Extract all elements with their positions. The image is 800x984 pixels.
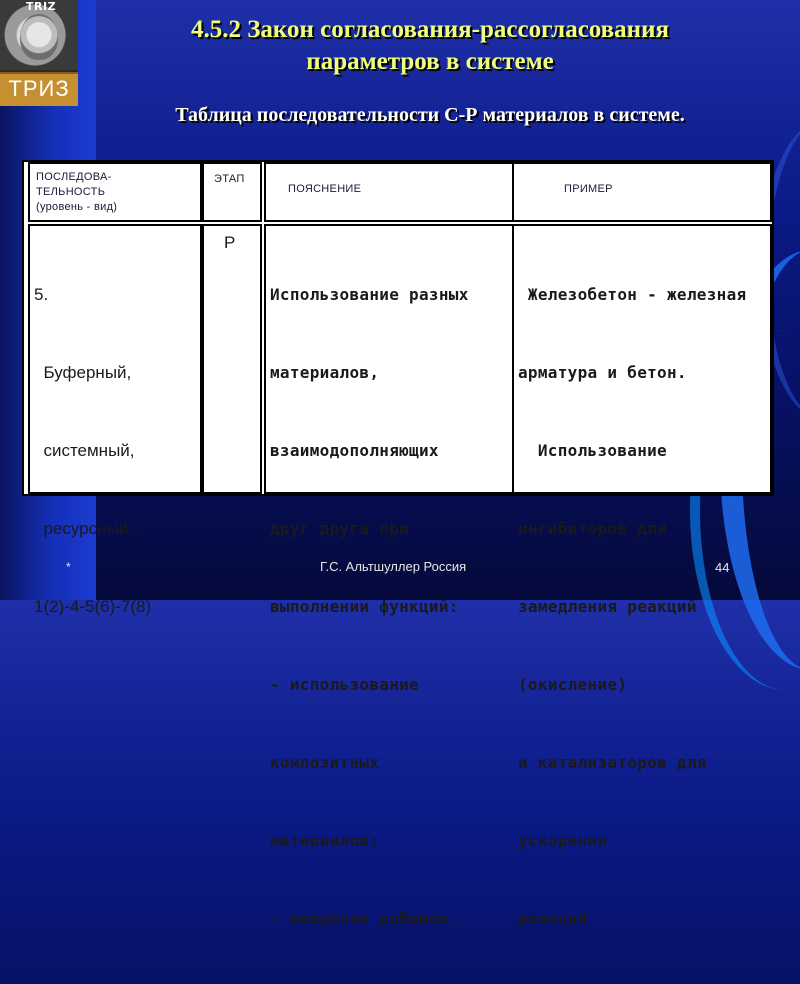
- header-explanation: [264, 162, 514, 222]
- example-line: арматура и бетон.: [518, 363, 687, 382]
- logo-portrait: [0, 0, 78, 70]
- header-example: [512, 162, 772, 222]
- row-sequence-cell: [28, 224, 202, 616]
- example-line: Железобетон - железная: [518, 285, 747, 304]
- footer-author: Г.С. Альтшуллер Россия: [320, 559, 467, 574]
- example-line: и катализаторов для: [518, 753, 707, 772]
- logo-small-label: TRIZ: [26, 0, 57, 13]
- explanation-line: - введение добавок.: [270, 909, 459, 928]
- example-line: ускорения: [518, 831, 608, 850]
- stage-value: Р: [224, 233, 236, 252]
- header-sequence-line-2: ТЕЛЬНОСТЬ: [36, 186, 106, 198]
- sequence-line: 1(2)-4-5(6)-7(8): [34, 597, 152, 616]
- row-stage-cell: [202, 224, 262, 494]
- slide-subtitle: Таблица последовательности С-Р материалов в системе.: [175, 104, 685, 126]
- explanation-line: Использование разных: [270, 285, 469, 304]
- portrait-icon: [20, 14, 58, 60]
- logo-big-label: ТРИЗ: [0, 72, 78, 106]
- explanation-line: - использование: [270, 675, 419, 694]
- explanation-line: материалов,: [270, 363, 380, 382]
- title-line-1: 4.5.2 Закон согласования-рассогласования: [190, 16, 670, 43]
- header-example-label: ПРИМЕР: [564, 183, 613, 195]
- title-line-2: параметров в системе: [306, 48, 554, 75]
- explanation-line: взаимодополняющих: [270, 441, 439, 460]
- header-sequence: [28, 162, 202, 222]
- slide-title: [100, 14, 760, 78]
- explanation-line: друг друга при: [270, 519, 410, 538]
- header-sequence-line-1: ПОСЛЕДОВА-: [36, 171, 112, 183]
- page-number: 44: [715, 560, 730, 575]
- example-line: ингибиторов для: [518, 519, 667, 538]
- sequence-line: Буферный,: [34, 363, 132, 382]
- explanation-line: выполнении функций:: [270, 597, 459, 616]
- header-stage: [202, 162, 262, 222]
- header-stage-label: ЭТАП: [214, 173, 245, 185]
- footer-star: *: [66, 560, 71, 574]
- sequence-line: системный,: [34, 441, 135, 460]
- example-line: реакций.: [518, 909, 598, 928]
- header-explanation-label: ПОЯСНЕНИЕ: [288, 183, 362, 195]
- example-line: Использование: [518, 441, 667, 460]
- sequence-line: ресурсный -: [34, 519, 139, 538]
- explanation-line: материалов;: [270, 831, 380, 850]
- triz-logo: [0, 0, 78, 104]
- header-sequence-line-3: (уровень - вид): [36, 201, 118, 213]
- example-line: (окисление): [518, 675, 628, 694]
- example-line: замедления реакций: [518, 597, 697, 616]
- sequence-line: 5.: [34, 285, 49, 304]
- explanation-line: композитных: [270, 753, 380, 772]
